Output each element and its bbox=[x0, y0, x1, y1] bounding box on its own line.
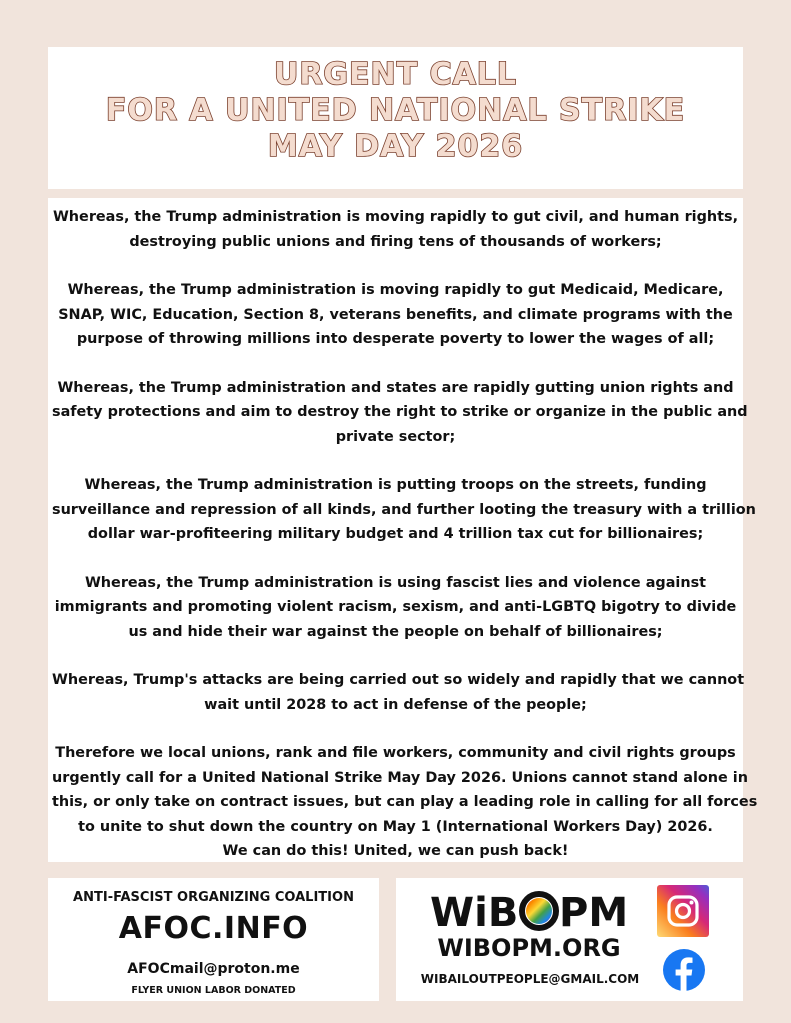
wibopm-logo bbox=[430, 888, 630, 932]
whereas-paragraph-1 bbox=[48, 205, 743, 254]
wibopm-logo-text-left: WiB bbox=[430, 890, 519, 932]
resolution-panel bbox=[48, 198, 758, 862]
text-line: Therefore we local unions, rank and file workers, community and civil rights groups bbox=[55, 745, 736, 761]
resolution-text bbox=[48, 205, 758, 888]
text-line: Whereas, the Trump administration and states are rapidly gutting union rights and bbox=[57, 379, 734, 396]
whereas-paragraph-6 bbox=[48, 668, 743, 717]
wibopm-email-link[interactable]: WIBAILOUTPEOPLE@GMAIL.COM bbox=[420, 972, 640, 986]
whereas-paragraph-4 bbox=[48, 473, 756, 547]
text-line: us and hide their war against the people on behalf of billionaires; bbox=[128, 623, 663, 640]
text-line: to unite to shut down the country on May 1 (International Workers Day) 2026. bbox=[78, 818, 713, 835]
instagram-icon[interactable] bbox=[656, 884, 710, 938]
text-line: dollar war-profiteering military budget and 4 trillion tax cut for billionaires; bbox=[87, 526, 704, 542]
therefore-paragraph bbox=[48, 741, 758, 864]
title-panel bbox=[48, 47, 743, 189]
text-line: wait until 2028 to act in defense of the people; bbox=[204, 696, 587, 713]
afoc-website-link[interactable]: AFOC.INFO bbox=[118, 911, 309, 946]
wibopm-contact-panel bbox=[396, 878, 743, 1001]
text-line: destroying public unions and firing tens of thousands of workers; bbox=[129, 233, 662, 250]
text-line: private sector; bbox=[335, 428, 456, 445]
headline-line-2: FOR A UNITED NATIONAL STRIKE bbox=[105, 93, 686, 128]
afoc-email-link[interactable]: AFOCmail@proton.me bbox=[127, 961, 300, 977]
text-line: Whereas, Trump's attacks are being carried out so widely and rapidly that we cannot bbox=[52, 672, 745, 688]
afoc-contact-panel bbox=[48, 878, 379, 1001]
text-line: surveillance and repression of all kinds, and further looting the treasury with a trillion bbox=[52, 501, 756, 518]
text-line: purpose of throwing millions into desperate poverty to lower the wages of all; bbox=[76, 331, 715, 347]
text-line: safety protections and aim to destroy the right to strike or organize in the public and bbox=[52, 404, 748, 420]
headline bbox=[48, 57, 743, 165]
pride-circle-icon bbox=[526, 898, 552, 924]
whereas-paragraph-2 bbox=[48, 278, 743, 352]
facebook-icon[interactable] bbox=[662, 948, 706, 992]
text-line: Whereas, the Trump administration is moving rapidly to gut Medicaid, Medicare, bbox=[67, 282, 724, 298]
flyer-credit: FLYER UNION LABOR DONATED bbox=[131, 985, 296, 996]
headline-line-1: URGENT CALL bbox=[273, 57, 518, 92]
text-line: Whereas, the Trump administration is putting troops on the streets, funding bbox=[84, 477, 707, 493]
text-line: Whereas, the Trump administration is moving rapidly to gut civil, and human rights, bbox=[52, 209, 739, 225]
headline-line-3: MAY DAY 2026 bbox=[267, 129, 524, 164]
text-line: immigrants and promoting violent racism, sexism, and anti-LGBTQ bigotry to divide bbox=[54, 599, 737, 615]
whereas-paragraph-3 bbox=[48, 376, 748, 450]
wibopm-website-link[interactable]: WIBOPM.ORG bbox=[437, 934, 621, 962]
text-line: urgently call for a United National Strike May Day 2026. Unions cannot stand alone in bbox=[52, 769, 748, 786]
whereas-paragraph-5 bbox=[48, 571, 743, 645]
text-line: this, or only take on contract issues, but can play a leading role in calling for all forces bbox=[52, 794, 758, 810]
text-line: SNAP, WIC, Education, Section 8, veterans benefits, and climate programs with the bbox=[58, 306, 733, 323]
afoc-org-name: ANTI-FASCIST ORGANIZING COALITION bbox=[73, 890, 354, 905]
text-line: We can do this! United, we can push back! bbox=[222, 843, 569, 859]
wibopm-logo-text-right: PM bbox=[559, 890, 629, 932]
text-line: Whereas, the Trump administration is using fascist lies and violence against bbox=[84, 574, 707, 591]
